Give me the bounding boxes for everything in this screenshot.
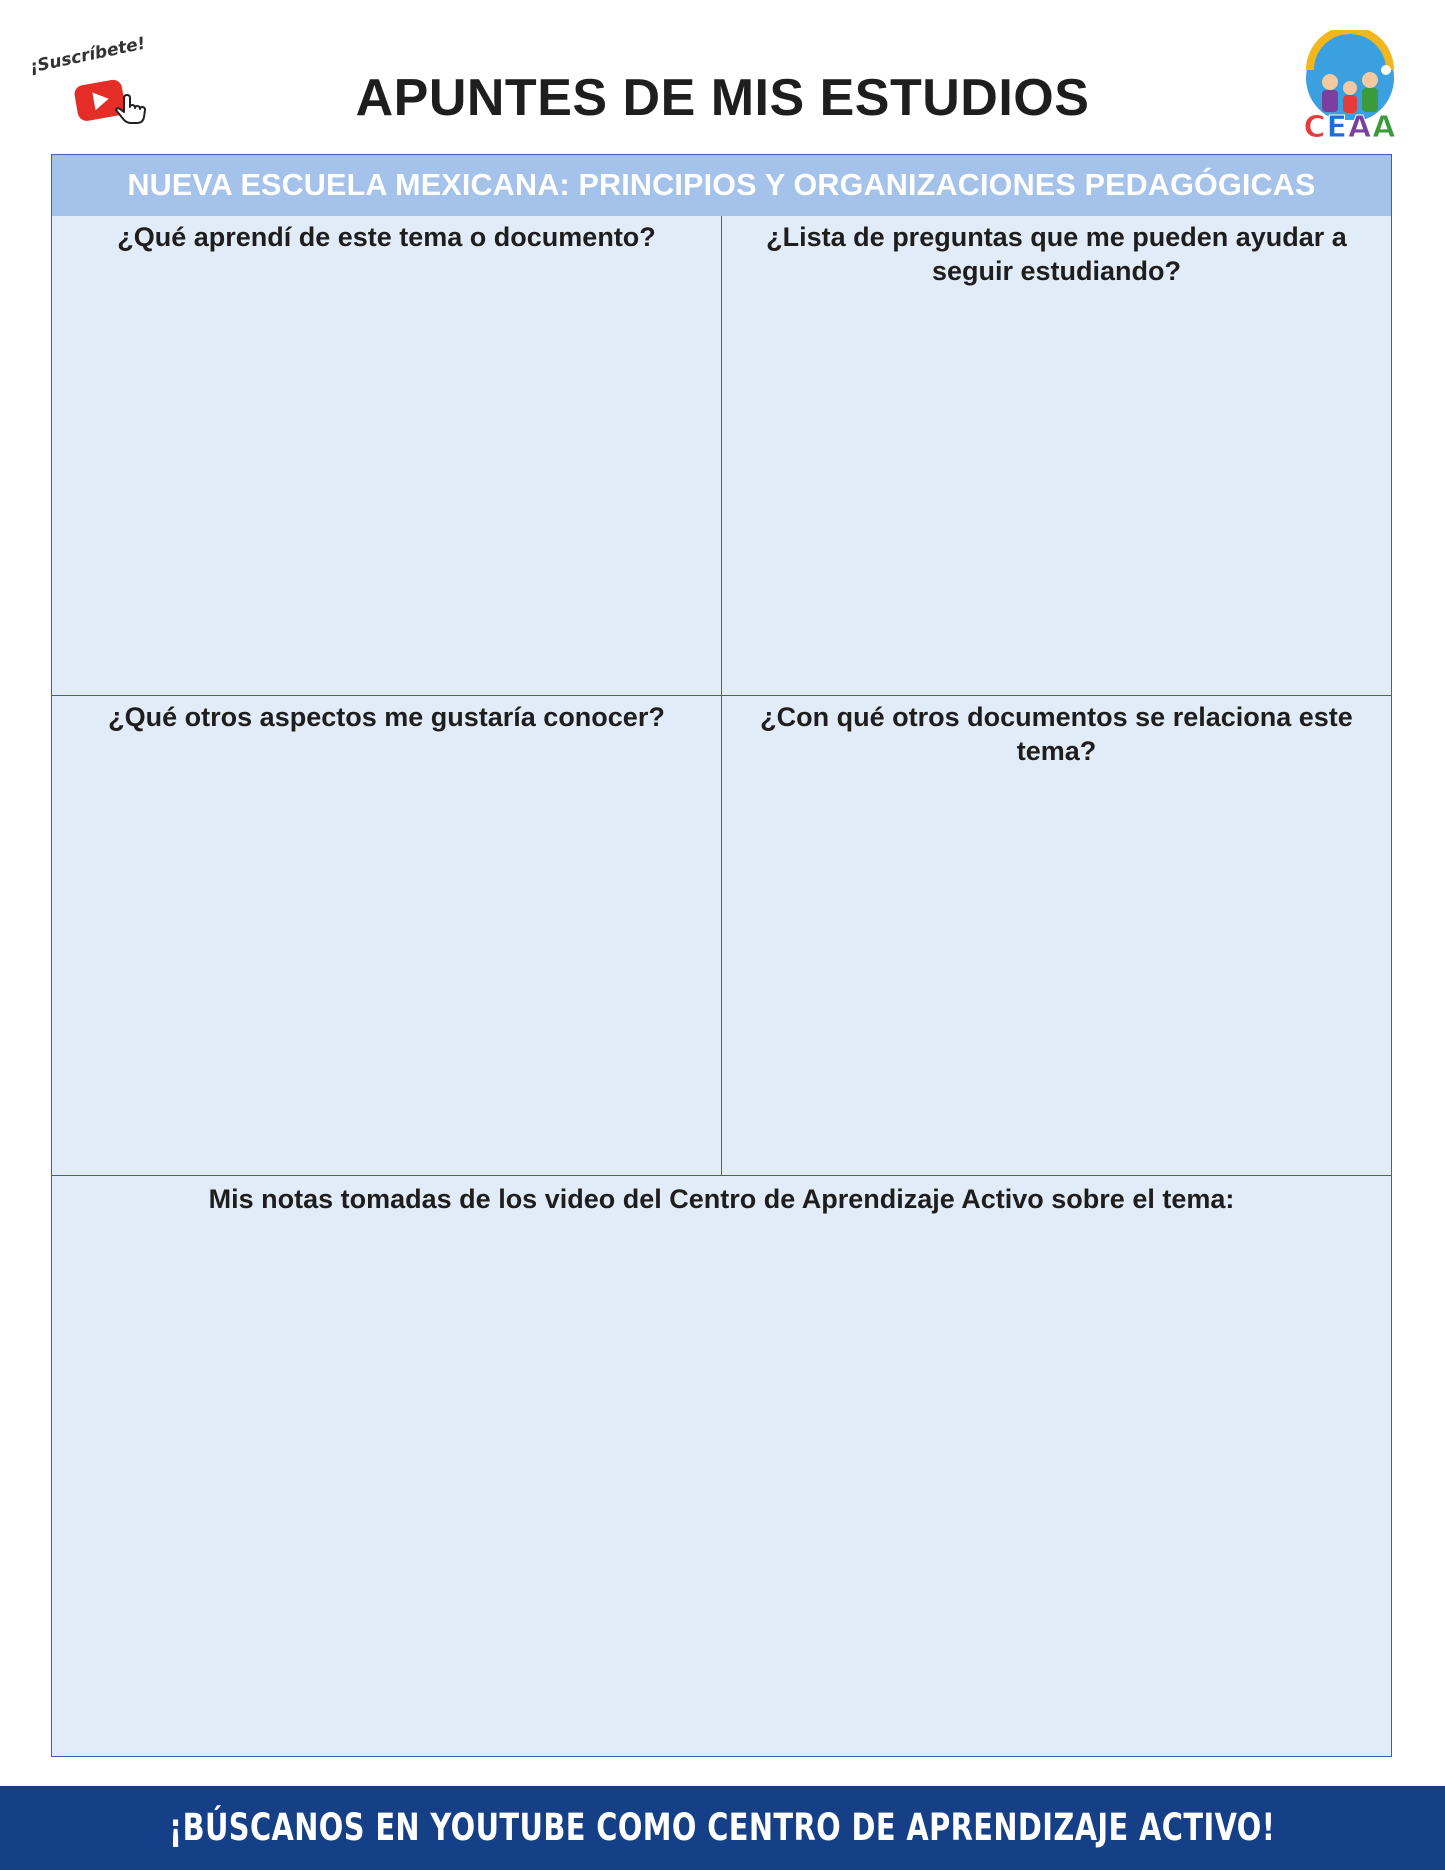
footer-banner (0, 1786, 1445, 1870)
logo-letter-1: C (1303, 110, 1327, 145)
cell-label-video-notes: Mis notas tomadas de los video del Centro de Aprendizaje Activo sobre el tema: (208, 1184, 1235, 1214)
logo-letter-2: E (1326, 110, 1349, 145)
notes-sheet (51, 154, 1392, 1757)
footer-text: ¡BÚSCANOS EN YOUTUBE COMO CENTRO DE APRENDIZAJE ACTIVO! (169, 1806, 1276, 1849)
logo-letter-4: A (1372, 110, 1397, 145)
notes-cell-questions[interactable] (722, 216, 1391, 696)
page-header (0, 0, 1445, 150)
cell-label-other-aspects: ¿Qué otros aspectos me gustaría conocer? (108, 702, 665, 732)
ceaa-logo (1290, 30, 1410, 145)
ceaa-logo-emblem (1290, 30, 1410, 120)
notes-cell-related-documents[interactable] (722, 696, 1391, 1176)
logo-letter-3: A (1348, 110, 1373, 145)
page-title: APUNTES DE MIS ESTUDIOS (355, 69, 1090, 127)
sheet-title: NUEVA ESCUELA MEXICANA: PRINCIPIOS Y ORGANIZACIONES PEDAGÓGICAS (52, 155, 1391, 216)
notes-cell-other-aspects[interactable] (52, 696, 722, 1176)
cell-label-questions: ¿Lista de preguntas que me pueden ayudar a seguir estudiando? (766, 222, 1347, 286)
notes-cell-video-notes[interactable] (52, 1176, 1391, 1756)
notes-cell-learned[interactable] (52, 216, 722, 696)
subscribe-label: ¡Suscríbete! (28, 33, 148, 78)
ceaa-logo-text (1290, 110, 1410, 145)
cell-label-learned: ¿Qué aprendí de este tema o documento? (117, 222, 656, 252)
cell-label-related-documents: ¿Con qué otros documentos se relaciona este tema? (760, 702, 1353, 766)
